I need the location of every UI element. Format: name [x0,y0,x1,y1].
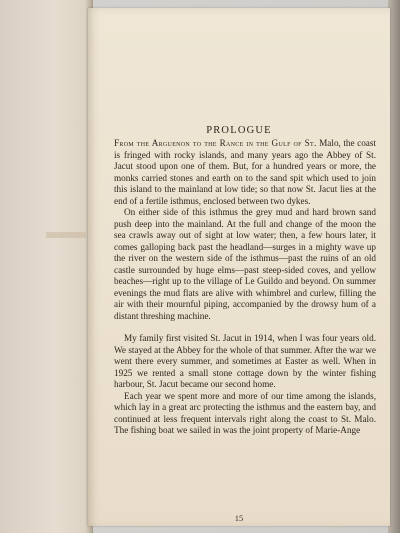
paragraph: My family first visited St. Jacut in 1914, when I was four years old. We stayed at the Abbey for the whole of that summer. After the war we went there every summer, and sometimes at Easter as well. When in 1925 we rented a small stone cottage down by the winter fishing harbour, St. Jacut became our second home. [114,333,376,389]
page-number: 15 [234,513,244,523]
section-break [114,322,376,333]
page-stain [46,232,86,238]
facing-page-edge [0,0,93,533]
paragraph: On either side of this isthmus the grey mud and hard brown sand push deep into the mainland. At the full and change of the moon the sea crawls away out of sight at low water; then, a few hours later, it comes galloping back past the headland—surges in a mighty wave up the river on the western side of the isthmus—past the ruins of an old castle surrounded by huge elms—past steep-sided coves, and yellow beaches—right up to the village of Le Guildo and beyond. On summer evenings the mud flats are alive with whimbrel and curlew, filling the air with their mournful piping, accompanied by the drowsy hum of a distant threshing machine. [114,207,376,321]
book-page [88,8,390,526]
paragraph-lead: From the Arguenon to the Rance in the Gulf of St. [114,138,317,148]
show-through-text [88,48,390,57]
paragraph: Each year we spent more and more of our time among the islands, which lay in a great arc protecting the isthmus and the eastern bay, and continued at less frequent intervals right along the coast to St. Malo. The fishing boat we sailed in was the joint property of Marie-Ange [114,390,376,435]
paragraph-text: Malo, the coast is fringed with rocky islands, and many years ago the Abbey of St. Jacut stood upon one of them. But, for a hundred years or more, the monks carried stones and earth on to the sand spit which used to join this island to the mainland at low tide; so that now St. Jacut lies at the end of a fertile isthmus, enclosed between two dykes. [114,138,376,206]
body-text [114,138,376,437]
paragraph [114,138,376,207]
chapter-title: PROLOGUE [206,125,272,136]
